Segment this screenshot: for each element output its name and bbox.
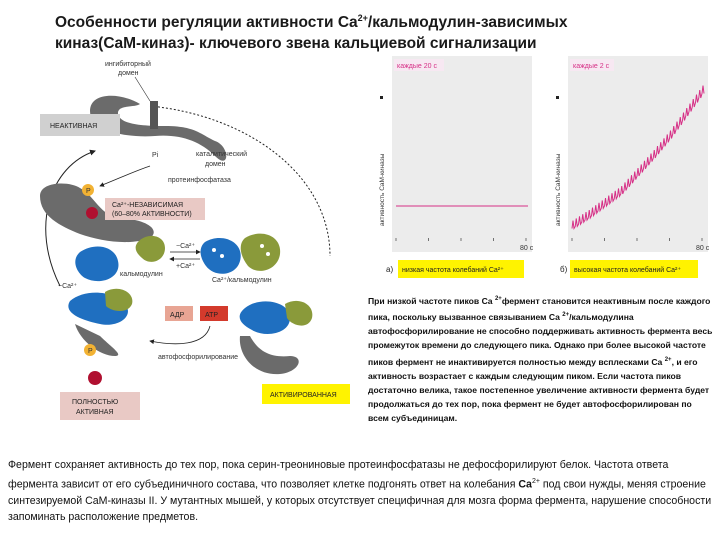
label-activated: АКТИВИРОВАННАЯ (270, 392, 337, 399)
kinase-unbound (75, 246, 118, 281)
chart-b-background (568, 56, 708, 252)
chart-b-caption: высокая частота колебаний Ca²⁺ (574, 267, 682, 274)
label-pi: Pi (152, 152, 159, 159)
footer-ca: Ca (518, 478, 532, 491)
label-inhibitory-domain-1: ингибиторный (105, 61, 151, 68)
label-catalytic-2: домен (205, 161, 226, 168)
explanation-sup3: 2+ (664, 356, 672, 363)
label-inactive: НЕАКТИВНАЯ (50, 123, 98, 130)
label-calmodulin: кальмодулин (120, 271, 163, 278)
explanation-part3: /кальмодулина автофосфорилирование не способно поддерживать активность фермента весь промежуток времени до следующего пика. Однако при более высокой частоте пиков фермент не инактивируется полностью между всплесками Ca (368, 311, 713, 367)
explanation-sup2: 2+ (562, 312, 570, 319)
slide-title (55, 8, 675, 54)
explanation-sup1: 2+ (494, 296, 502, 302)
atp-site-icon (86, 207, 98, 219)
chart-b-yaxis-top-marker (556, 96, 559, 99)
chart-a-ylabel: активность CaM-киназы (379, 153, 386, 226)
chart-b-period: каждые 2 с (573, 63, 610, 70)
label-adp: АДР (170, 312, 185, 319)
ca-calmodulin-complex (201, 234, 281, 274)
label-ca-plus: +Ca²⁺ (176, 263, 196, 270)
explanation-part4: , и его активность возрастает с каждым следующим пиком. Если частота пиков достаточно велика, такое постепенное увеличение активности фермента будет продолжаться до тех пор, пока фермент не будет автофосфорилирован по всем субъединицам. (368, 356, 710, 424)
label-p-bottom: P (88, 348, 93, 355)
chart-a-end-tick: 80 с (520, 245, 534, 252)
explanation-part2: фермент становится неактивным после каждого пика, поскольку вызванное связыванием Ca (368, 295, 711, 322)
label-p-top: P (86, 188, 91, 195)
label-independent-1: Ca²⁺-НЕЗАВИСИМАЯ (112, 202, 184, 209)
chart-panel-b (555, 56, 710, 252)
footer-part2: под свои нужды, меняя строение синтезируемой CaM-киназы II. У мутантных мышей, у которых отсутствует специфичная для мозга форма фермента, нарушение способности запоминать расположение предметов. (8, 478, 712, 524)
title-line2: киназ(CaM-киназ)- ключевого звена кальциевой сигнализации (55, 35, 537, 53)
chart-panel-a (379, 56, 534, 252)
label-catalytic-1: каталитический (196, 151, 248, 158)
footer-part1: Фермент сохраняет активность до тех пор, пока серин-треониновые протеинфосфатазы не дефосфорилируют белок. Частота ответа фермента зависит от его субъединичного состава, что позволяет клетке подгонять ответ на колебания (8, 459, 669, 491)
footer-text (8, 457, 714, 526)
label-fully-active-2: АКТИВНАЯ (76, 409, 114, 416)
label-ca-minus-left: −Ca²⁺ (58, 283, 78, 290)
chart-a-caption-letter: а) (386, 265, 394, 274)
chart-b-end-tick: 80 с (696, 245, 710, 252)
chart-b-caption-letter: б) (560, 265, 568, 274)
fully-active-kinase (68, 289, 132, 385)
chart-a-period: каждые 20 с (397, 63, 437, 70)
label-atp: АТР (205, 312, 219, 319)
label-ca-calmodulin: Ca²⁺/кальмодулин (212, 277, 272, 284)
label-phosphatase: протеинфосфатаза (168, 177, 231, 184)
chart-a-yaxis-top-marker (380, 96, 383, 99)
title-line1-part2: /кальмодулин-зависимых (367, 14, 568, 32)
label-fully-active-1: ПОЛНОСТЬЮ (72, 399, 119, 406)
title-superscript: 2+ (357, 13, 368, 23)
chart-a-caption: низкая частота колебаний Ca²⁺ (402, 267, 504, 274)
chart-b-ylabel: активность CaM-киназы (555, 153, 562, 226)
chart-a-background (392, 56, 532, 252)
title-line1-part1: Особенности регуляции активности Ca (55, 14, 358, 32)
label-autophosphorylation: автофосфорилирование (158, 354, 239, 361)
footer-sup: 2+ (531, 477, 540, 485)
explanation-part1: При низкой частоте пиков Ca (368, 295, 495, 306)
label-ca-minus: −Ca²⁺ (176, 243, 196, 250)
atp-site-icon-lower (88, 371, 102, 385)
activated-kinase (240, 301, 313, 374)
label-independent-2: (60–80% АКТИВНОСТИ) (112, 211, 192, 218)
explanation-text (368, 292, 713, 425)
label-inhibitory-domain-2: домен (118, 70, 139, 77)
